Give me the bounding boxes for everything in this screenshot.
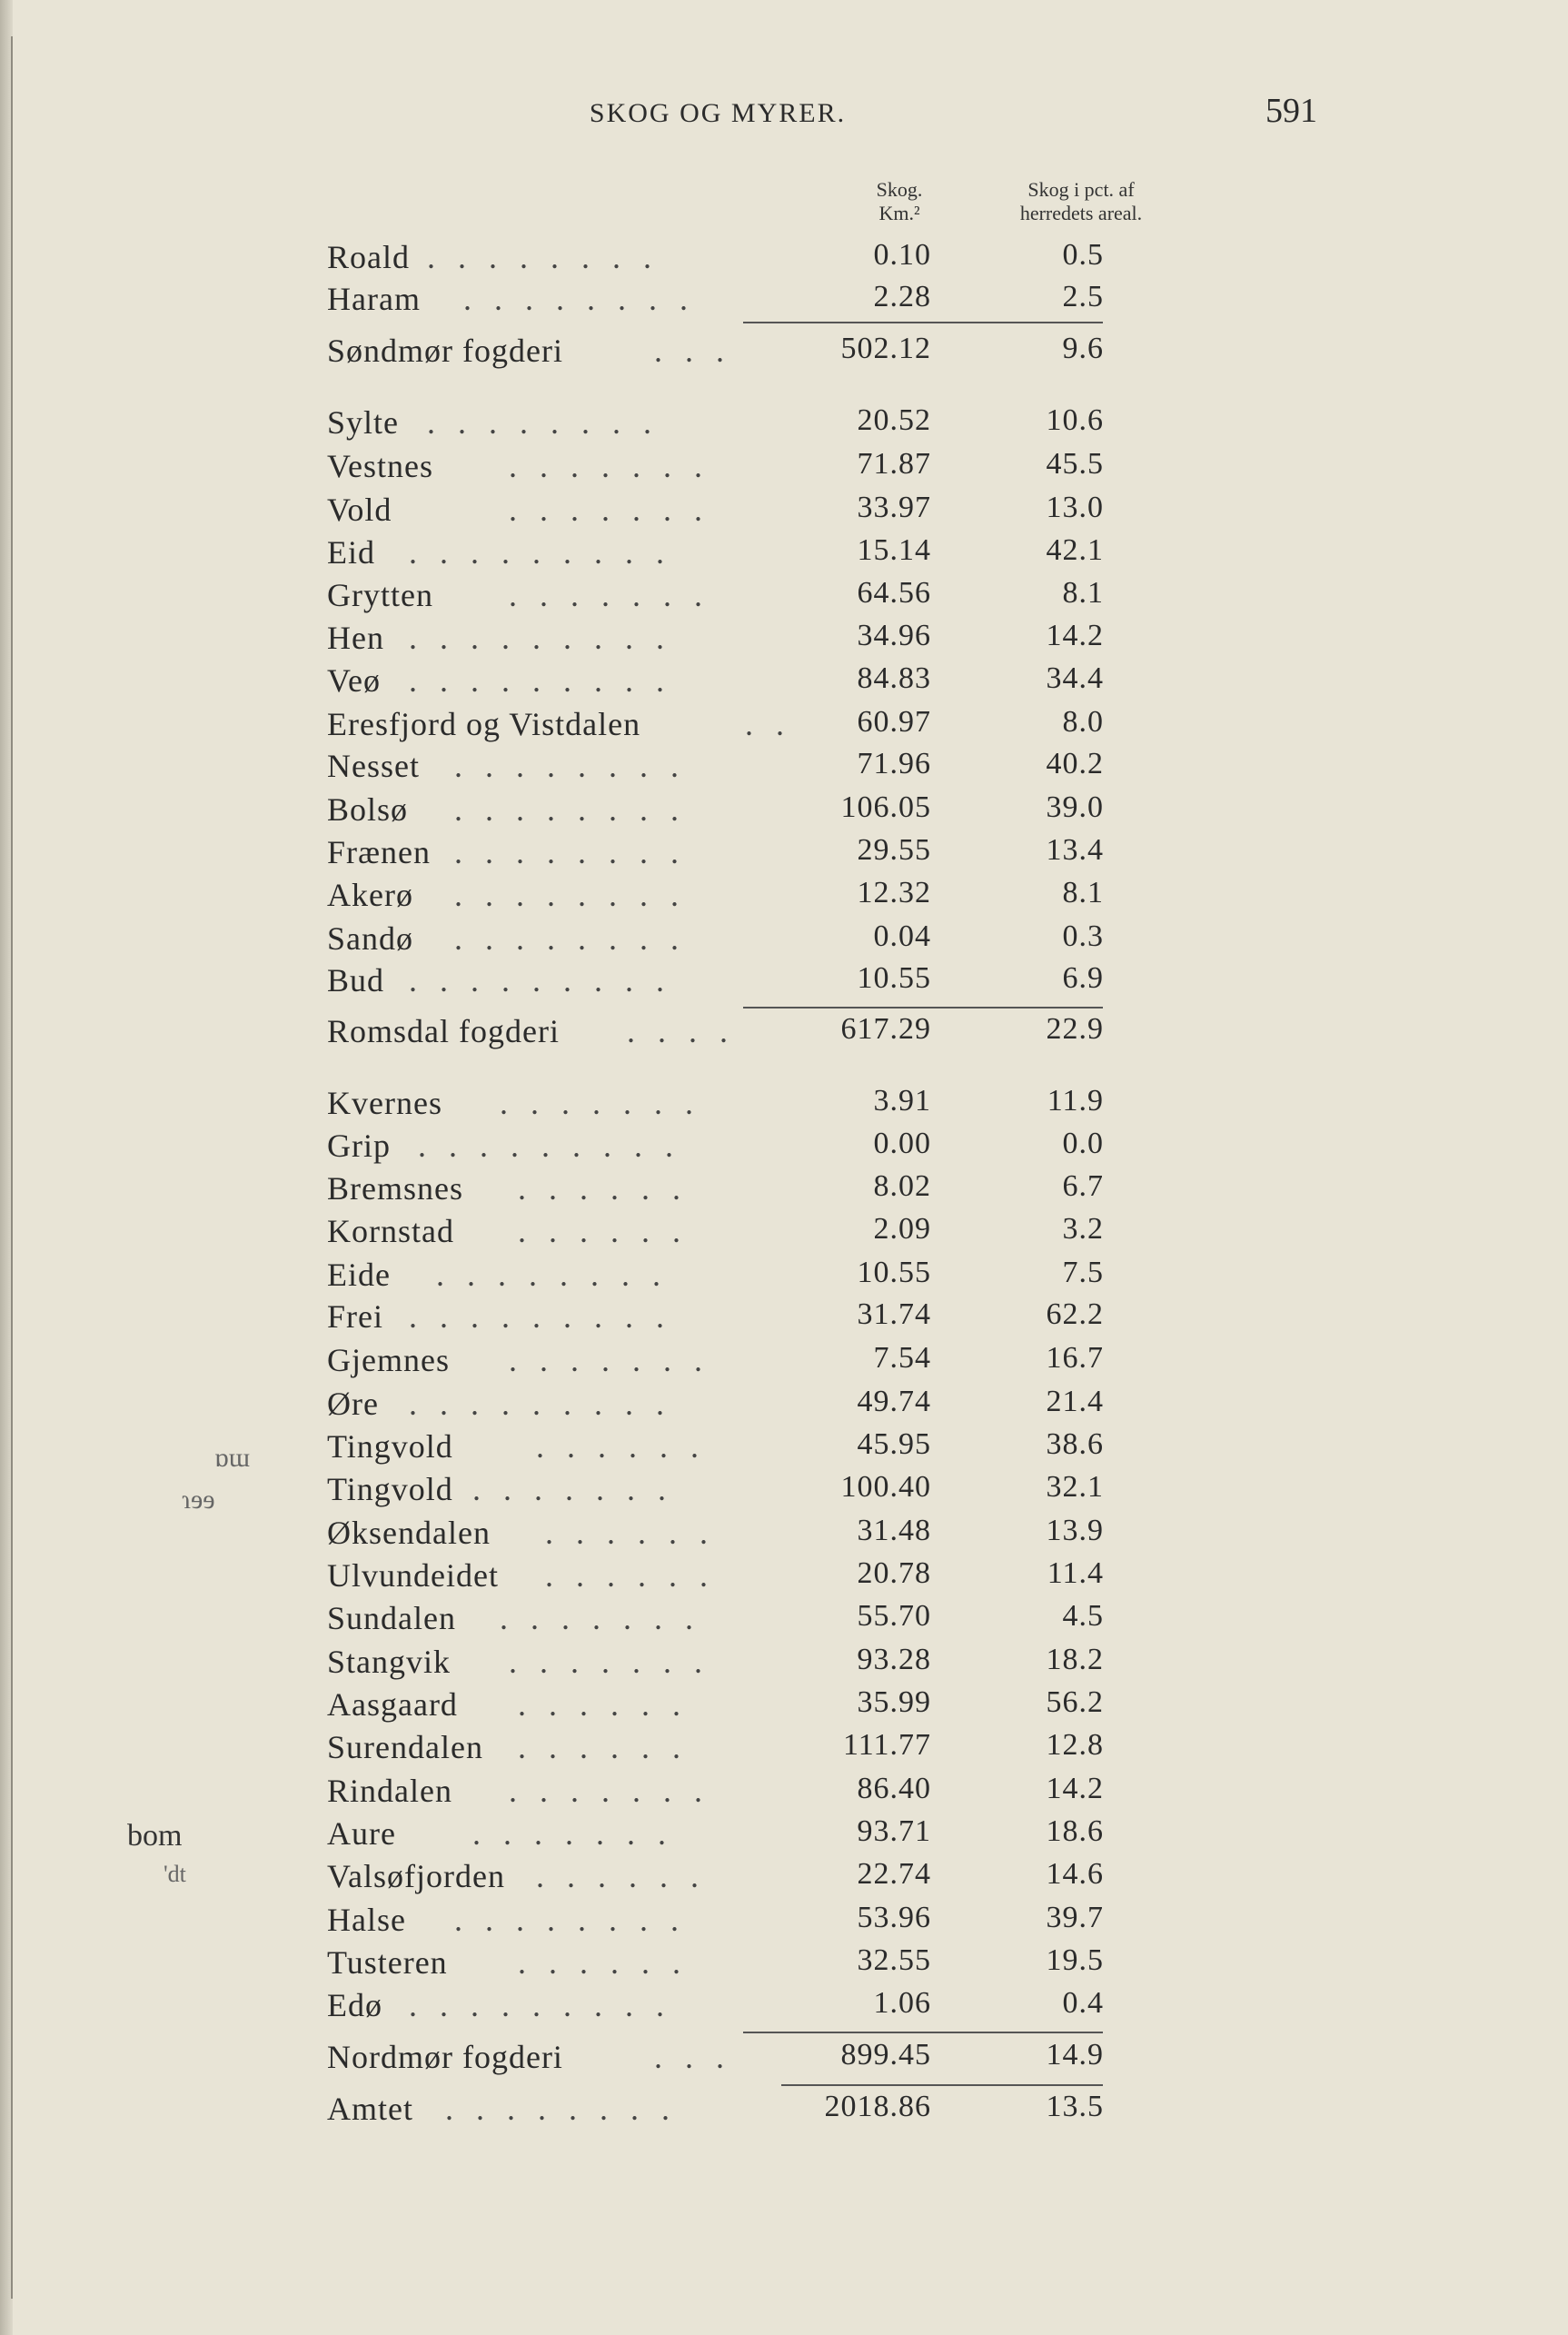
skog-value: 71.96 [857, 747, 931, 780]
dot-leader: . . . . . . . . . [409, 1386, 671, 1422]
dot-leader: . . [745, 706, 791, 742]
skog-value: 2018.86 [824, 2090, 931, 2123]
total-rule [781, 2084, 1103, 2086]
pct-value: 34.4 [1046, 661, 1104, 695]
skog-value: 55.70 [857, 1599, 931, 1633]
row-name: Stangvik [327, 1644, 452, 1680]
pct-value: 39.7 [1046, 1901, 1104, 1934]
margin-mark: bom [127, 1819, 183, 1853]
skog-value: 34.96 [857, 619, 931, 652]
table-row [327, 403, 1145, 447]
skog-value: 0.00 [873, 1127, 931, 1160]
skog-value: 2.09 [873, 1212, 931, 1246]
pct-value: 14.9 [1046, 2038, 1104, 2072]
pct-value: 8.1 [1062, 576, 1104, 610]
table-row [327, 447, 1145, 491]
skog-value: 8.02 [873, 1169, 931, 1203]
dot-leader: . . . . . . . . [454, 748, 686, 784]
skog-value: 3.91 [873, 1084, 931, 1118]
row-name: Kornstad [327, 1213, 454, 1249]
skog-value: 29.55 [857, 833, 931, 867]
dot-leader: . . . . . . . [509, 1644, 710, 1680]
row-name: Amtet [327, 2091, 413, 2127]
row-name: Eide [327, 1257, 391, 1293]
skog-value: 111.77 [843, 1728, 931, 1762]
row-name: Hen [327, 620, 384, 656]
row-name: Bremsnes [327, 1170, 463, 1207]
table-row [327, 1986, 1145, 2030]
table-row [327, 1943, 1145, 1987]
skog-value: 53.96 [857, 1901, 931, 1934]
dot-leader: . . . . . . . . . [409, 962, 671, 999]
column-header-skog-line2: Km.² [878, 202, 920, 224]
pct-value: 38.6 [1046, 1427, 1104, 1461]
column-header-pct-line1: Skog i pct. af [1027, 178, 1135, 201]
table-row [327, 1556, 1145, 1600]
skog-value: 15.14 [857, 533, 931, 567]
pct-value: 0.5 [1062, 238, 1104, 272]
skog-value: 502.12 [840, 332, 931, 365]
table-row [327, 1599, 1145, 1643]
table-row [327, 1012, 1145, 1056]
dot-leader: . . . . . . . [509, 1342, 710, 1378]
dot-leader: . . . . . . . . [454, 877, 686, 913]
dot-leader: . . . . . . . . [454, 834, 686, 870]
skog-value: 1.06 [873, 1986, 931, 2020]
row-name: Haram [327, 281, 421, 317]
row-name: Eid [327, 534, 375, 571]
row-name: Valsøfjorden [327, 1858, 505, 1894]
table-row [327, 2038, 1145, 2082]
pct-value: 13.9 [1046, 1514, 1104, 1547]
dot-leader: . . . [654, 2039, 731, 2075]
table-row [327, 619, 1145, 662]
row-name: Sylte [327, 404, 400, 441]
dot-leader: . . . . . . . [509, 577, 710, 613]
table-row [327, 1814, 1145, 1858]
row-name: Tusteren [327, 1944, 448, 1981]
margin-mark: 'dt [164, 1861, 186, 1887]
dot-leader: . . . . . . [536, 1858, 706, 1894]
pct-value: 2.5 [1062, 280, 1104, 313]
table-row [327, 1127, 1145, 1170]
table-row [327, 833, 1145, 877]
dot-leader: . . . . . . . . . [418, 1128, 680, 1164]
pct-value: 3.2 [1062, 1212, 1104, 1246]
row-name: Sundalen [327, 1600, 456, 1636]
page-title: SKOG OG MYRER. [589, 98, 847, 128]
dot-leader: . . . . . . [518, 1686, 688, 1723]
skog-value: 86.40 [857, 1772, 931, 1805]
skog-value: 31.48 [857, 1514, 931, 1547]
dot-leader: . . . . . . . . . [409, 534, 671, 571]
binding-line [11, 36, 13, 2299]
dot-leader: . . . . . . . . [454, 1902, 686, 1938]
table-row [327, 961, 1145, 1005]
pct-value: 42.1 [1046, 533, 1104, 567]
row-name: Nordmør fogderi [327, 2039, 563, 2075]
table-row [327, 1385, 1145, 1428]
row-name: Akerø [327, 877, 413, 913]
column-header-pct-line2: herredets areal. [1019, 202, 1143, 224]
table-row [327, 332, 1145, 375]
pct-value: 14.2 [1046, 619, 1104, 652]
dot-leader: . . . . . . [518, 1944, 688, 1981]
table-row [327, 1084, 1145, 1128]
row-name: Halse [327, 1902, 406, 1938]
pct-value: 7.5 [1062, 1256, 1104, 1289]
column-header-skog [845, 178, 954, 225]
table-row [327, 1514, 1145, 1557]
pct-value: 8.0 [1062, 705, 1104, 739]
skog-value: 899.45 [840, 2038, 931, 2072]
skog-value: 20.78 [857, 1556, 931, 1590]
skog-value: 2.28 [873, 280, 931, 313]
dot-leader: . . . . . . . . [463, 281, 695, 317]
pct-value: 10.6 [1046, 403, 1104, 437]
table-row [327, 1341, 1145, 1385]
skog-value: 106.05 [840, 790, 931, 824]
skog-value: 93.28 [857, 1643, 931, 1676]
pct-value: 18.2 [1046, 1643, 1104, 1676]
table-row [327, 1643, 1145, 1686]
pct-value: 8.1 [1062, 876, 1104, 909]
row-name: Søndmør fogderi [327, 333, 563, 369]
skog-value: 33.97 [857, 491, 931, 524]
dot-leader: . . . . . . . . . [409, 620, 671, 656]
row-name: Surendalen [327, 1729, 483, 1765]
pct-value: 19.5 [1046, 1943, 1104, 1977]
table-row [327, 238, 1145, 282]
skog-value: 12.32 [857, 876, 931, 909]
pct-value: 32.1 [1046, 1470, 1104, 1504]
row-name: Aasgaard [327, 1686, 458, 1723]
row-name: Øre [327, 1386, 379, 1422]
pct-value: 39.0 [1046, 790, 1104, 824]
dot-leader: . . . . . . . . . [409, 1987, 671, 2023]
pct-value: 11.9 [1047, 1084, 1104, 1118]
skog-value: 10.55 [857, 1256, 931, 1289]
pct-value: 16.7 [1046, 1341, 1104, 1375]
table-row [327, 876, 1145, 919]
total-rule [743, 2032, 1103, 2033]
dot-leader: . . . . . . [536, 1428, 706, 1465]
total-rule [743, 1007, 1103, 1009]
dot-leader: . . . . . . . [509, 1773, 710, 1809]
row-name: Vold [327, 492, 392, 528]
table-row [327, 1427, 1145, 1471]
dot-leader: . . . . . . [518, 1170, 688, 1207]
row-name: Tingvold [327, 1471, 453, 1507]
table-row [327, 491, 1145, 534]
row-name: Aure [327, 1815, 396, 1852]
row-name: Frænen [327, 834, 431, 870]
row-name: Kvernes [327, 1085, 442, 1121]
dot-leader: . . . . . . . . [445, 2091, 677, 2127]
skog-value: 31.74 [857, 1297, 931, 1331]
pct-value: 0.0 [1062, 1127, 1104, 1160]
skog-value: 0.10 [873, 238, 931, 272]
skog-value: 7.54 [873, 1341, 931, 1375]
dot-leader: . . . . . . [545, 1557, 715, 1594]
table-row [327, 533, 1145, 577]
skog-value: 617.29 [840, 1012, 931, 1046]
dot-leader: . . . . . . . . [427, 239, 659, 275]
row-name: Veø [327, 662, 381, 699]
table-row [327, 2090, 1145, 2133]
dot-leader: . . . . . . . [472, 1815, 673, 1852]
table-row [327, 1256, 1145, 1299]
pct-value: 4.5 [1062, 1599, 1104, 1633]
dot-leader: . . . . . . [545, 1515, 715, 1551]
row-name: Roald [327, 239, 410, 275]
dot-leader: . . . . . . . . . [409, 1298, 671, 1335]
row-name: Eresfjord og Vistdalen [327, 706, 641, 742]
row-name: Grytten [327, 577, 433, 613]
skog-value: 20.52 [857, 403, 931, 437]
pct-value: 0.3 [1062, 919, 1104, 953]
skog-value: 22.74 [857, 1857, 931, 1891]
row-name: Edø [327, 1987, 382, 2023]
margin-mark: ɒɯ [214, 1443, 251, 1473]
table-row [327, 1901, 1145, 1944]
skog-value: 45.95 [857, 1427, 931, 1461]
row-name: Frei [327, 1298, 383, 1335]
pct-value: 6.7 [1062, 1169, 1104, 1203]
table-row [327, 1685, 1145, 1729]
pct-value: 13.4 [1046, 833, 1104, 867]
dot-leader: . . . . . . [518, 1729, 688, 1765]
table-row [327, 747, 1145, 790]
pct-value: 11.4 [1047, 1556, 1104, 1590]
pct-value: 13.5 [1046, 2090, 1104, 2123]
skog-value: 93.71 [857, 1814, 931, 1848]
dot-leader: . . . . . . . . [427, 404, 659, 441]
dot-leader: . . . . . . . [500, 1085, 700, 1121]
skog-value: 32.55 [857, 1943, 931, 1977]
skog-value: 35.99 [857, 1685, 931, 1719]
row-name: Nesset [327, 748, 420, 784]
row-name: Rindalen [327, 1773, 452, 1809]
skog-value: 60.97 [857, 705, 931, 739]
pct-value: 22.9 [1046, 1012, 1104, 1046]
dot-leader: . . . . . . . [509, 492, 710, 528]
dot-leader: . . . . . . . . . [409, 662, 671, 699]
row-name: Øksendalen [327, 1515, 491, 1551]
table-row [327, 919, 1145, 963]
pct-value: 6.9 [1062, 961, 1104, 995]
dot-leader: . . . . . . . [472, 1471, 673, 1507]
row-name: Grip [327, 1128, 391, 1164]
row-name: Ulvundeidet [327, 1557, 499, 1594]
dot-leader: . . . . . . . [500, 1600, 700, 1636]
pct-value: 14.6 [1046, 1857, 1104, 1891]
table-row [327, 790, 1145, 834]
table-row [327, 1212, 1145, 1256]
skog-value: 10.55 [857, 961, 931, 995]
margin-mark: ɿɘɘ [182, 1485, 215, 1515]
pct-value: 45.5 [1046, 447, 1104, 481]
skog-value: 71.87 [857, 447, 931, 481]
page-number: 591 [1265, 92, 1317, 130]
pct-value: 0.4 [1062, 1986, 1104, 2020]
pct-value: 21.4 [1046, 1385, 1104, 1418]
row-name: Bolsø [327, 791, 409, 828]
column-header-skog-line1: Skog. [876, 178, 923, 201]
row-name: Bud [327, 962, 385, 999]
pct-value: 14.2 [1046, 1772, 1104, 1805]
dot-leader: . . . . . . . [509, 448, 710, 484]
pct-value: 18.6 [1046, 1814, 1104, 1848]
skog-value: 84.83 [857, 661, 931, 695]
table-row [327, 1169, 1145, 1213]
skog-value: 64.56 [857, 576, 931, 610]
row-name: Vestnes [327, 448, 433, 484]
skog-value: 0.04 [873, 919, 931, 953]
table-row [327, 1772, 1145, 1815]
row-name: Sandø [327, 920, 413, 957]
total-rule [743, 322, 1103, 323]
dot-leader: . . . [654, 333, 731, 369]
row-name: Tingvold [327, 1428, 453, 1465]
skog-value: 100.40 [840, 1470, 931, 1504]
pct-value: 40.2 [1046, 747, 1104, 780]
pct-value: 56.2 [1046, 1685, 1104, 1719]
table-row [327, 1297, 1145, 1341]
table-row [327, 1728, 1145, 1772]
dot-leader: . . . . . . . . [436, 1257, 668, 1293]
skog-value: 49.74 [857, 1385, 931, 1418]
pct-value: 9.6 [1062, 332, 1104, 365]
row-name: Gjemnes [327, 1342, 450, 1378]
pct-value: 13.0 [1046, 491, 1104, 524]
table-row [327, 280, 1145, 323]
table-row [327, 1470, 1145, 1514]
dot-leader: . . . . . . . . [454, 791, 686, 828]
pct-value: 62.2 [1046, 1297, 1104, 1331]
row-name: Romsdal fogderi [327, 1013, 560, 1049]
table-row [327, 705, 1145, 749]
table-row [327, 1857, 1145, 1901]
dot-leader: . . . . . . . . [454, 920, 686, 957]
column-header-pct [963, 178, 1199, 225]
dot-leader: . . . . [627, 1013, 735, 1049]
dot-leader: . . . . . . [518, 1213, 688, 1249]
pct-value: 12.8 [1046, 1728, 1104, 1762]
table-row [327, 576, 1145, 620]
table-row [327, 661, 1145, 705]
